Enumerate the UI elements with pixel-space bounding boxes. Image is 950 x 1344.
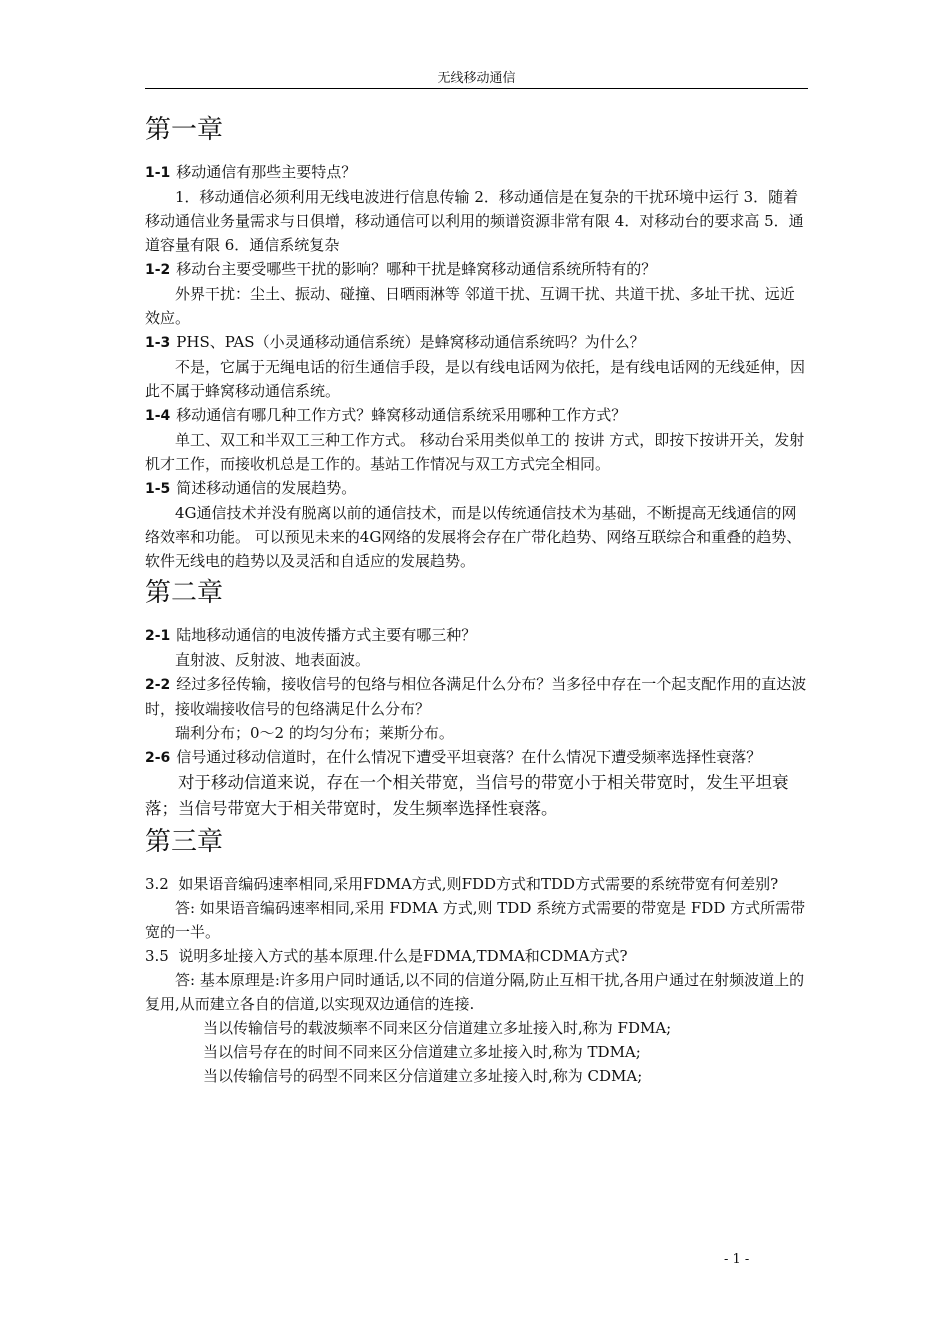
chapter-title: 第三章 <box>145 827 224 857</box>
question <box>145 745 808 770</box>
question-number: 3.2 <box>145 875 169 893</box>
question <box>145 872 808 896</box>
question <box>145 160 808 185</box>
question-number: 2-1 <box>145 628 171 644</box>
question-number: 1-2 <box>145 262 171 278</box>
question <box>145 257 808 282</box>
question-number: 1-4 <box>145 408 171 424</box>
answer: 外界干扰：尘土、振动、碰撞、日晒雨淋等 邻道干扰、互调干扰、共道干扰、多址干扰、远近效应。 <box>145 285 795 327</box>
document-body <box>145 110 808 1088</box>
answer: 4G通信技术并没有脱离以前的通信技术，而是以传统通信技术为基础，不断提高无线通信的网络效率和功能。 可以预见未来的4G网络的发展将会存在广带化趋势、网络互联综合和重叠的趋势、软件无线电的趋势以及灵活和自适应的发展趋势。 <box>145 504 802 570</box>
answer: 答: 如果语音编码速率相同,采用 FDMA 方式,则 TDD 系统方式需要的带宽是 FDD 方式所需带宽的一半。 <box>145 899 806 941</box>
question <box>145 623 808 648</box>
question-text: 简述移动通信的发展趋势。 <box>176 479 357 497</box>
question-number: 1-3 <box>145 335 171 351</box>
question <box>145 403 808 428</box>
question <box>145 330 808 355</box>
answer: 对于移动信道来说，存在一个相关带宽，当信号的带宽小于相关带宽时，发生平坦衰落；当信号带宽大于相关带宽时，发生频率选择性衰落。 <box>145 773 789 818</box>
question-number: 2-6 <box>145 750 171 766</box>
question-text: PHS、PAS（小灵通移动通信系统）是蜂窝移动通信系统吗？为什么？ <box>176 333 645 351</box>
question <box>145 672 808 721</box>
question <box>145 944 808 968</box>
question-text: 经过多径传输，接收信号的包络与相位各满足什么分布？当多径中存在一个起支配作用的直达波时，接收端接收信号的包络满足什么分布？ <box>145 675 807 718</box>
question-number: 3.5 <box>145 947 169 965</box>
question-text: 信号通过移动信道时，在什么情况下遭受平坦衰落？在什么情况下遭受频率选择性衰落？ <box>176 748 762 766</box>
chapter-title: 第二章 <box>145 578 224 608</box>
question-number: 1-5 <box>145 481 171 497</box>
answer: 1．移动通信必须利用无线电波进行信息传输 2．移动通信是在复杂的干扰环境中运行 3．随着移动通信业务量需求与日俱增，移动通信可以利用的频谱资源非常有限 4．对移动台的要求高 5．通道容量有限 6．通信系统复杂 <box>145 188 804 254</box>
header-rule <box>145 88 808 89</box>
question-number: 2-2 <box>145 677 171 693</box>
answer-line: 当以传输信号的码型不同来区分信道建立多址接入时,称为 CDMA; <box>203 1067 643 1085</box>
question-text: 说明多址接入方式的基本原理.什么是FDMA,TDMA和CDMA方式? <box>178 947 628 965</box>
question-text: 移动通信有那些主要特点？ <box>176 163 357 181</box>
answer: 不是，它属于无绳电话的衍生通信手段，是以有线电话网为依托，是有线电话网的无线延伸，因此不属于蜂窝移动通信系统。 <box>145 358 806 400</box>
page-number: - 1 - <box>724 1252 750 1267</box>
answer: 答: 基本原理是:许多用户同时通话,以不同的信道分隔,防止互相干扰,各用户通过在射频波道上的复用,从而建立各自的信道,以实现双边通信的连接. <box>145 971 805 1013</box>
page-header-title: 无线移动通信 <box>437 71 516 86</box>
question-text: 移动通信有哪几种工作方式？蜂窝移动通信系统采用哪种工作方式？ <box>176 406 627 424</box>
answer: 单工、双工和半双工三种工作方式。 移动台采用类似单工的 按讲 方式，即按下按讲开关，发射机才工作，而接收机总是工作的。基站工作情况与双工方式完全相同。 <box>145 431 805 473</box>
answer-line: 当以信号存在的时间不同来区分信道建立多址接入时,称为 TDMA; <box>203 1043 641 1061</box>
answer-line: 当以传输信号的载波频率不同来区分信道建立多址接入时,称为 FDMA; <box>203 1019 672 1037</box>
chapter-title: 第一章 <box>145 115 224 145</box>
answer: 瑞利分布；0～2 的均匀分布；莱斯分布。 <box>175 724 454 742</box>
question-number: 1-1 <box>145 165 171 181</box>
question <box>145 476 808 501</box>
question-text: 移动台主要受哪些干扰的影响？哪种干扰是蜂窝移动通信系统所特有的？ <box>176 260 657 278</box>
question-text: 陆地移动通信的电波传播方式主要有哪三种？ <box>176 626 477 644</box>
answer: 直射波、反射波、地表面波。 <box>175 651 371 669</box>
question-text: 如果语音编码速率相同,采用FDMA方式,则FDD方式和TDD方式需要的系统带宽有何差别? <box>178 875 779 893</box>
